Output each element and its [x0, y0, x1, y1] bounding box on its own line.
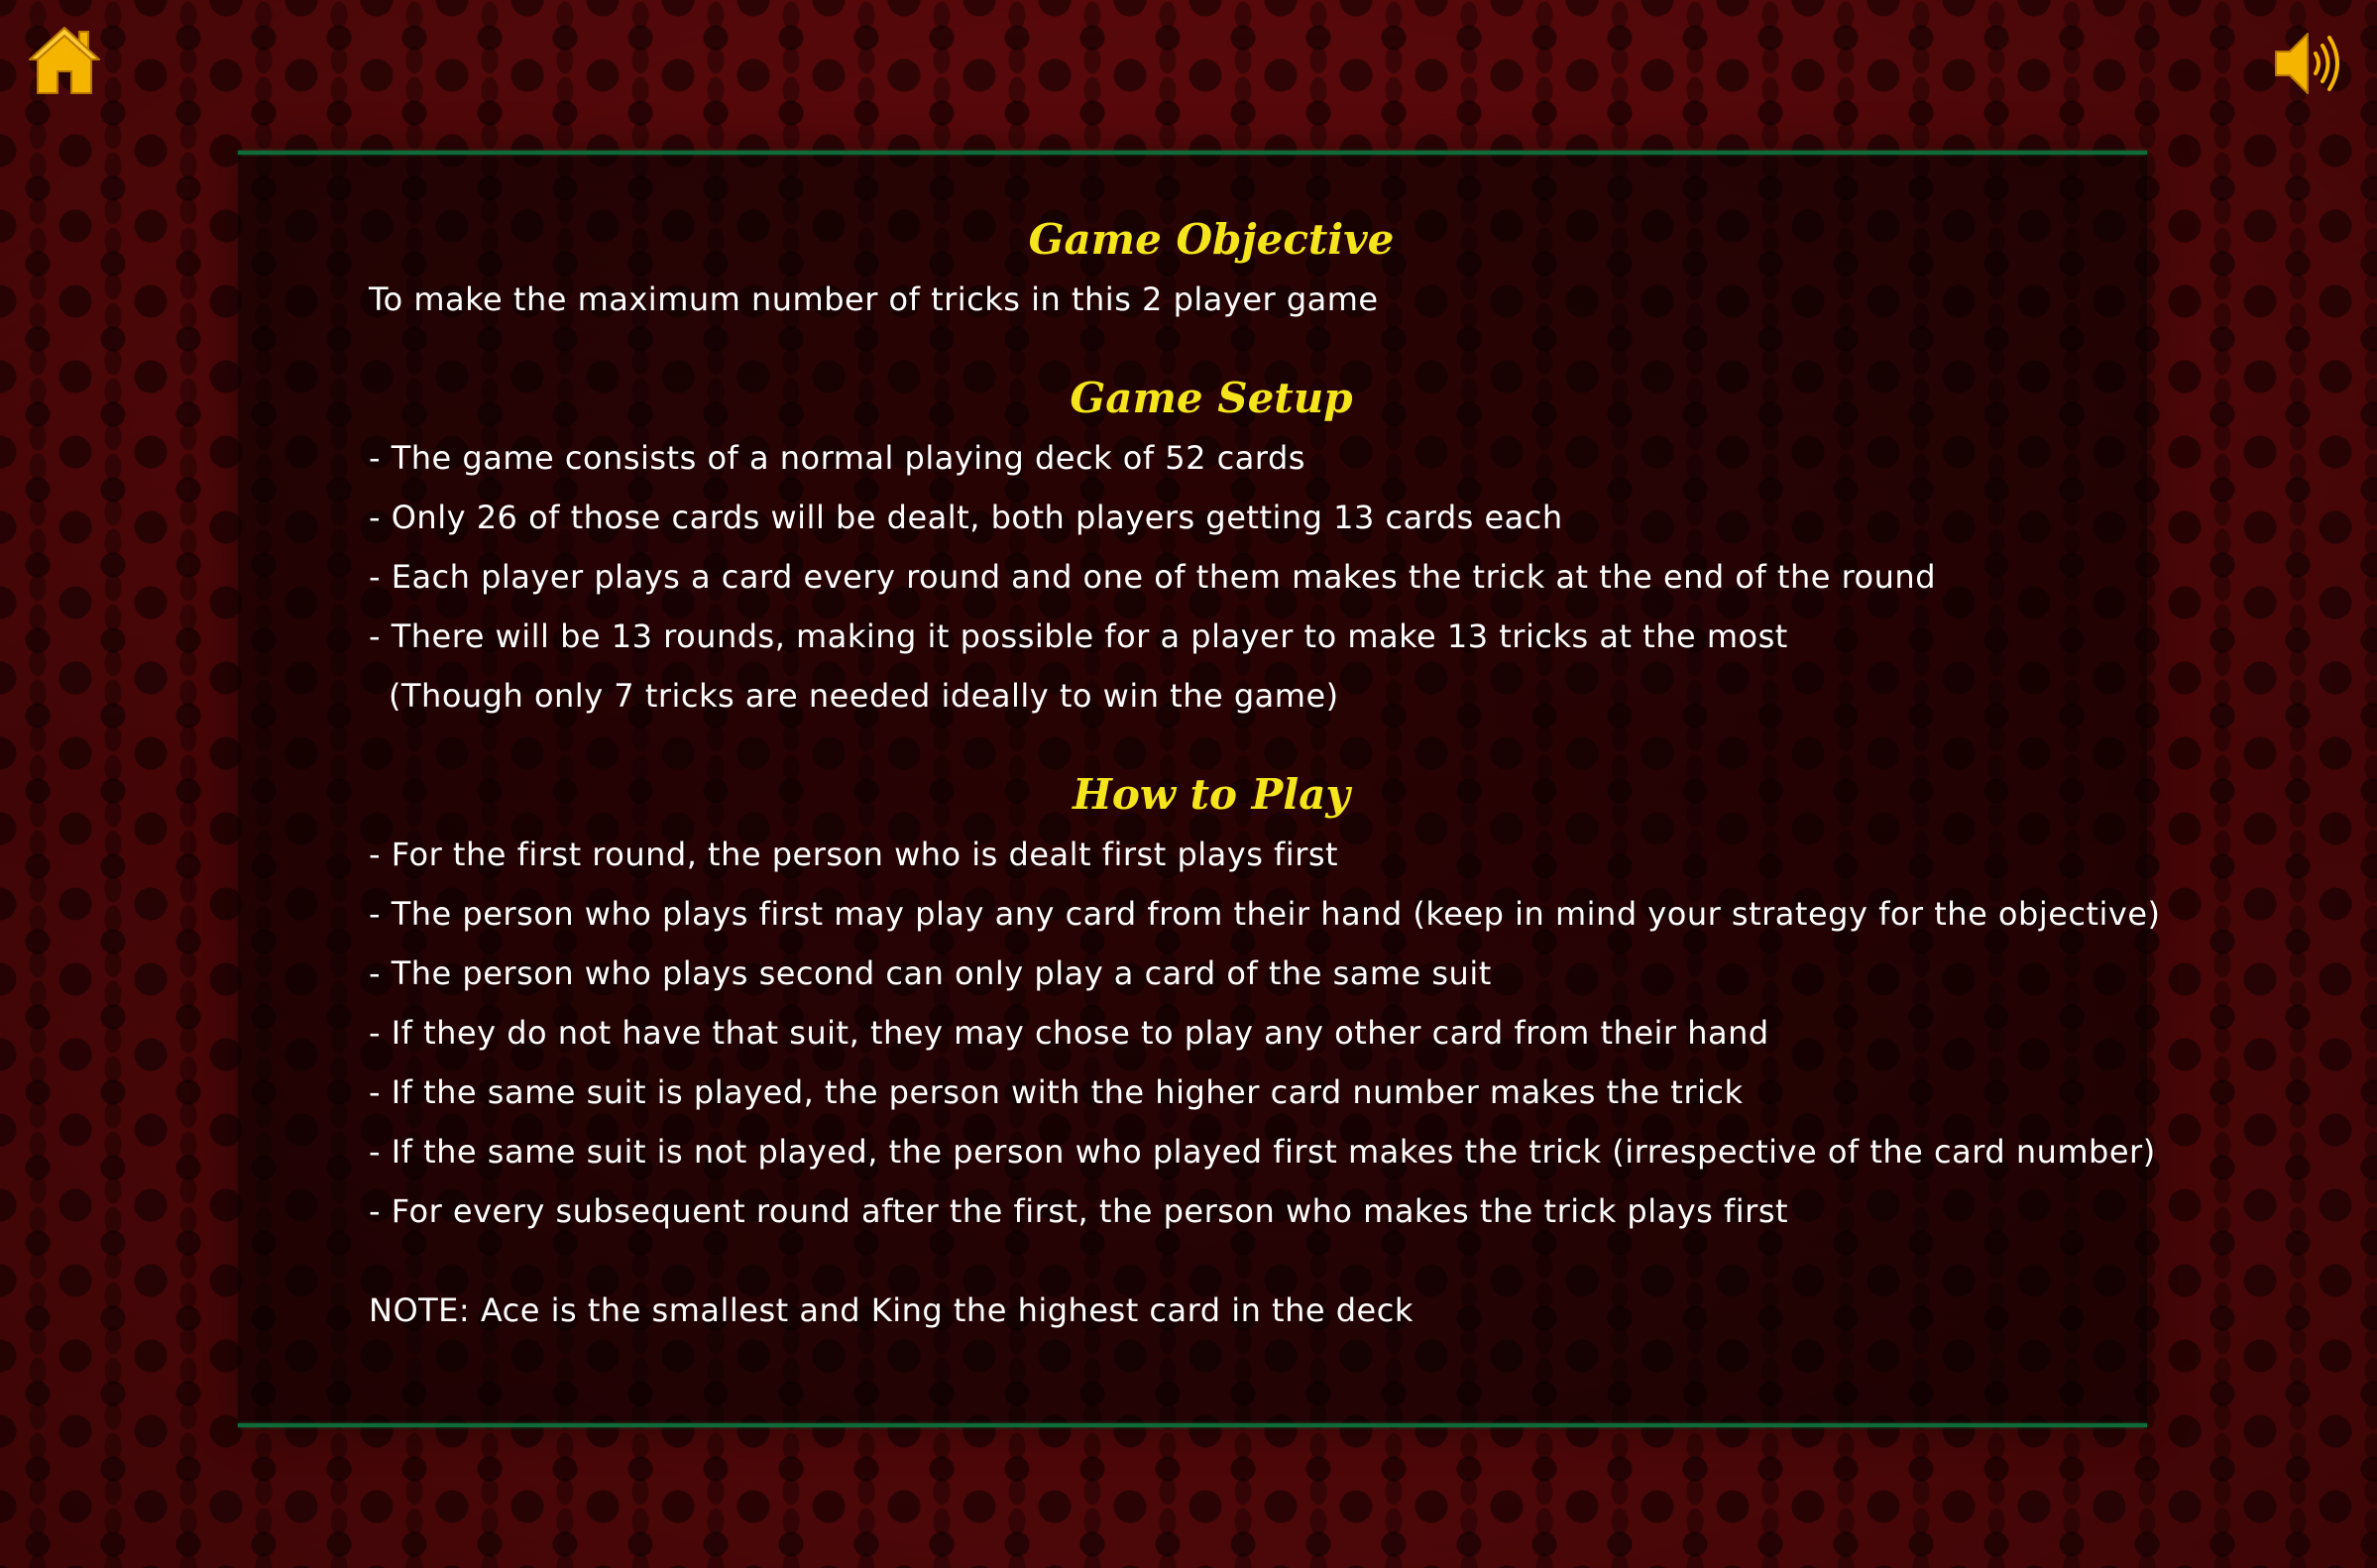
setup-line: - Only 26 of those cards will be dealt, both players getting 13 cards each — [369, 499, 1563, 536]
setup-line: (Though only 7 tricks are needed ideally to win the game) — [389, 677, 1339, 715]
how-to-play-line: - For the first round, the person who is dealt first plays first — [369, 836, 1339, 873]
objective-heading: Game Objective — [1028, 215, 1395, 264]
top-divider — [238, 151, 2147, 155]
bottom-divider — [238, 1423, 2147, 1427]
how-to-play-line: - The person who plays first may play any card from their hand (keep in mind your strategy for the objective) — [369, 895, 2161, 933]
how-to-play-line: - If they do not have that suit, they may chose to play any other card from their hand — [369, 1014, 1769, 1052]
speaker-volume-icon — [2270, 26, 2345, 101]
setup-line: - The game consists of a normal playing deck of 52 cards — [369, 439, 1305, 477]
home-button[interactable] — [26, 22, 103, 99]
rules-panel — [238, 151, 2161, 1427]
how-to-play-line: - If the same suit is not played, the person who played first makes the trick (irrespective of the card number) — [369, 1133, 2156, 1171]
rules-content[interactable] — [369, 210, 2161, 1340]
how-to-play-line: - The person who plays second can only play a card of the same suit — [369, 954, 1492, 992]
setup-heading: Game Setup — [1070, 374, 1353, 422]
home-icon — [26, 22, 103, 99]
setup-line: - There will be 13 rounds, making it possible for a player to make 13 tricks at the most — [369, 617, 1788, 655]
how-to-play-line: - For every subsequent round after the first, the person who makes the trick plays first — [369, 1192, 1789, 1230]
objective-text: To make the maximum number of tricks in this 2 player game — [369, 280, 1379, 318]
note-text: NOTE: Ace is the smallest and King the highest card in the deck — [369, 1291, 1414, 1329]
how-to-play-heading: How to Play — [1073, 770, 1350, 819]
sound-toggle-button[interactable] — [2270, 26, 2345, 101]
setup-line: - Each player plays a card every round and one of them makes the trick at the end of the round — [369, 558, 1936, 596]
how-to-play-line: - If the same suit is played, the person with the higher card number makes the trick — [369, 1073, 1744, 1111]
